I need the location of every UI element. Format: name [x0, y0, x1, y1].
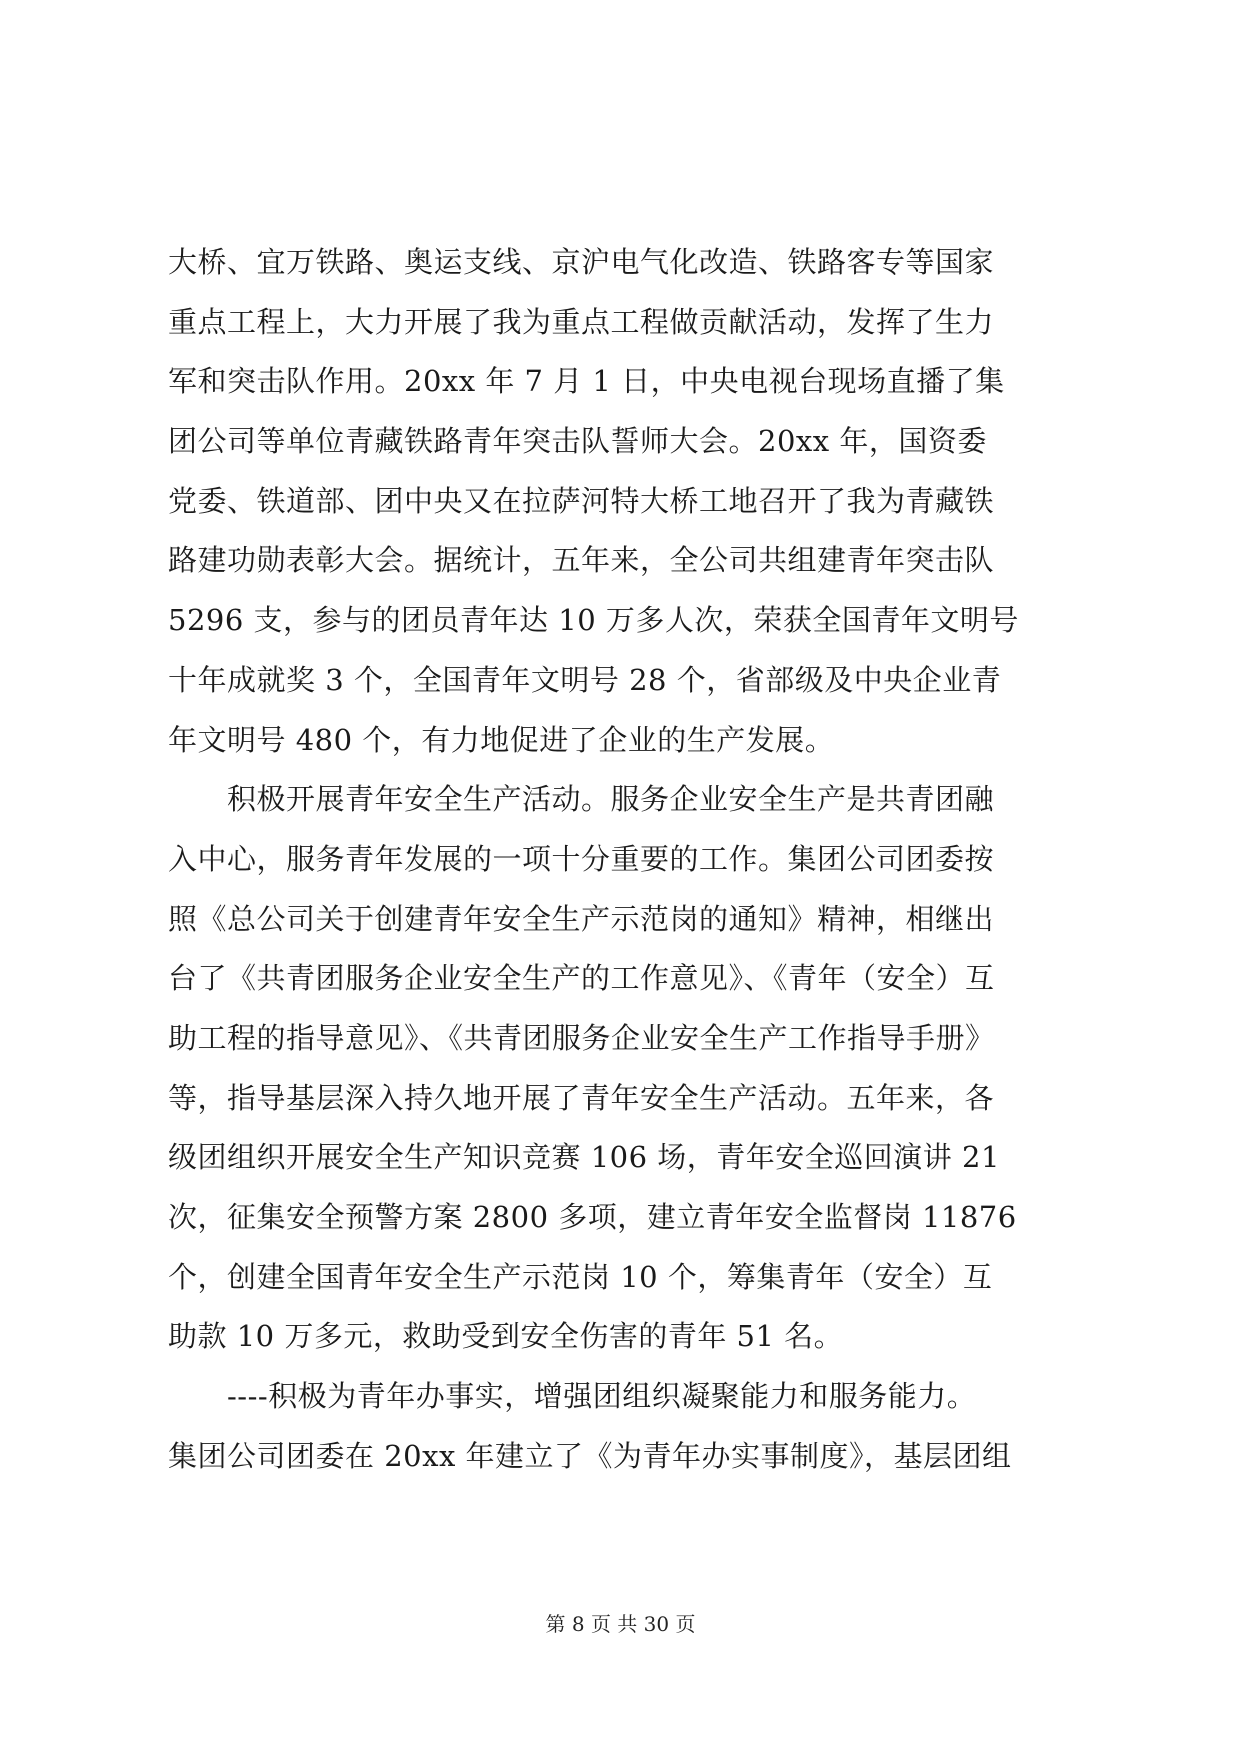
text-line: ----积极为青年办事实，增强团组织凝聚能力和服务能力。 [168, 1379, 977, 1414]
text-line: 照《总公司关于创建青年安全生产示范岗的通知》精神，相继出 [168, 901, 995, 936]
text-line: 台了《共青团服务企业安全生产的工作意见》、《青年（安全）互 [168, 961, 995, 996]
text-line: 军和突击队作用。20xx 年 7 月 1 日，中央电视台现场直播了集 [168, 364, 1005, 399]
text-line: 大桥、宜万铁路、奥运支线、京沪电气化改造、铁路客专等国家 [168, 245, 995, 279]
text-line: 十年成就奖 3 个，全国青年文明号 28 个，省部级及中央企业青 [168, 662, 1002, 697]
text-line: 级团组织开展安全生产知识竞赛 106 场，青年安全巡回演讲 21 [168, 1140, 1000, 1175]
text-line: 党委、铁道部、团中央又在拉萨河特大桥工地召开了我为青藏铁 [168, 483, 995, 518]
text-line: 5296 支，参与的团员青年达 10 万多人次，荣获全国青年文明号 [168, 603, 1019, 638]
body-text [168, 233, 1076, 1486]
text-line: 积极开展青年安全生产活动。服务企业安全生产是共青团融 [168, 782, 995, 817]
text-line: 重点工程上，大力开展了我为重点工程做贡献活动，发挥了生力 [168, 304, 995, 339]
text-line: 团公司等单位青藏铁路青年突击队誓师大会。20xx 年，国资委 [168, 424, 987, 459]
text-line: 次，征集安全预警方案 2800 多项，建立青年安全监督岗 11876 [168, 1200, 1017, 1234]
text-line: 年文明号 480 个，有力地促进了企业的生产发展。 [168, 722, 835, 757]
text-line: 路建功勋表彰大会。据统计，五年来，全公司共组建青年突击队 [168, 543, 995, 578]
text-line: 助款 10 万多元，救助受到安全伤害的青年 51 名。 [168, 1319, 844, 1354]
page-number-footer: 第 8 页 共 30 页 [545, 1612, 696, 1636]
text-line: 助工程的指导意见》、《共青团服务企业安全生产工作指导手册》 [168, 1020, 995, 1055]
text-line: 等，指导基层深入持久地开展了青年安全生产活动。五年来，各 [168, 1080, 995, 1115]
text-line: 入中心，服务青年发展的一项十分重要的工作。集团公司团委按 [168, 841, 995, 876]
text-line: 个，创建全国青年安全生产示范岗 10 个，筹集青年（安全）互 [168, 1259, 993, 1294]
text-line: 集团公司团委在 20xx 年建立了《为青年办实事制度》，基层团组 [168, 1438, 1012, 1473]
